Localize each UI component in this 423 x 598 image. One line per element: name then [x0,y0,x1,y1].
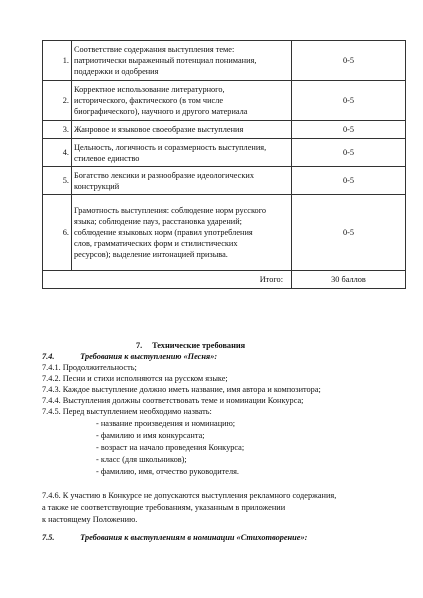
criterion-points: 0-5 [292,139,406,167]
bullet-item: - фамилию, имя, отчество руководителя. [96,467,240,476]
criterion-text [72,121,292,139]
paragraph-line: 7.4.6. К участию в Конкурсе не допускаются выступления рекламного содержания, [42,491,337,500]
list-item: 7.4.2. Песни и стихи исполняются на русском языке; [42,374,228,383]
list-item: 7.4.4. Выступления должны соответствовать теме и номинации Конкурса; [42,396,304,405]
criteria-table [42,40,406,289]
criterion-text-line: стилевое единство [74,153,140,163]
criterion-text-line: конструкций [74,181,120,191]
criterion-text-line: патриотически выраженный потенциал понимания, [74,56,257,65]
criterion-text-line: языка; соблюдение пауз, расстановка ударений; [74,217,242,226]
criterion-text-line: слов, грамматических форм и стилистических [74,239,238,248]
criterion-number: 1. [43,41,72,81]
subsection-title: Требования к выступлениям в номинации «Стихотворение»: [80,533,308,542]
section-heading [136,340,245,351]
criterion-text-line: соблюдение языковых норм (правил употребления [74,228,253,237]
paragraph-line: а также не соответствующие требованиям, указанным в приложении [42,503,286,512]
section-number: 7. [136,341,143,350]
total-value: 30 баллов [292,271,406,289]
subsection-7-5-heading [42,532,307,543]
paragraph-line: к настоящему Положению. [42,515,138,524]
criterion-number: 2. [43,81,72,121]
criteria-row [43,41,406,81]
criterion-text-line: ресурсов); выделение интонацией призыва. [74,250,228,259]
criterion-points: 0-5 [292,121,406,139]
criterion-number: 3. [43,121,72,139]
subsection-7-4-heading [42,351,217,362]
criteria-row [43,121,406,139]
bullet-item: - название произведения и номинацию; [96,419,236,428]
criterion-text-line: Цельность, логичность и соразмерность выступления, [74,142,267,152]
criterion-text [72,81,292,121]
criterion-number: 4. [43,139,72,167]
subsection-title: Требования к выступлению «Песня»: [80,352,218,361]
criterion-text-line: биографического), научного и другого материала [74,107,248,116]
criterion-text [72,41,292,81]
criterion-text-line: Соответствие содержания выступления теме: [74,45,235,54]
list-item: 7.4.1. Продолжительность; [42,363,137,372]
bullet-item: - возраст на начало проведения Конкурса; [96,443,245,452]
criterion-points: 0-5 [292,195,406,271]
criterion-number: 5. [43,167,72,195]
criterion-text-line: Корректное использование литературного, [74,85,225,94]
criteria-row [43,167,406,195]
criteria-row [43,139,406,167]
criterion-text-line: Богатство лексики и разнообразие идеологических [74,170,254,180]
bullet-item: - класс (для школьников); [96,455,187,464]
criterion-text [72,167,292,195]
subsection-number: 7.4. [42,352,55,361]
criteria-row [43,195,406,271]
list-item: 7.4.5. Перед выступлением необходимо назвать: [42,407,212,416]
criterion-points: 0-5 [292,81,406,121]
criterion-text-line: исторического, фактического (в том числе [74,96,224,105]
criterion-text [72,139,292,167]
criterion-text-line: поддержки и одобрения [74,67,159,76]
criteria-row [43,81,406,121]
criterion-number: 6. [43,195,72,271]
criterion-points: 0-5 [292,41,406,81]
criterion-text [72,195,292,271]
criterion-text-line: Жанровое и языковое своеобразие выступления [74,125,244,134]
total-label: Итого: [43,271,292,289]
criterion-points: 0-5 [292,167,406,195]
section-title: Технические требования [152,341,246,350]
list-item: 7.4.3. Каждое выступление должно иметь название, имя автора и композитора; [42,385,321,394]
subsection-number: 7.5. [42,533,55,542]
bullet-item: - фамилию и имя конкурсанта; [96,431,205,440]
criterion-text-line: Грамотность выступления: соблюдение норм русского [74,206,267,215]
total-row [43,271,406,289]
